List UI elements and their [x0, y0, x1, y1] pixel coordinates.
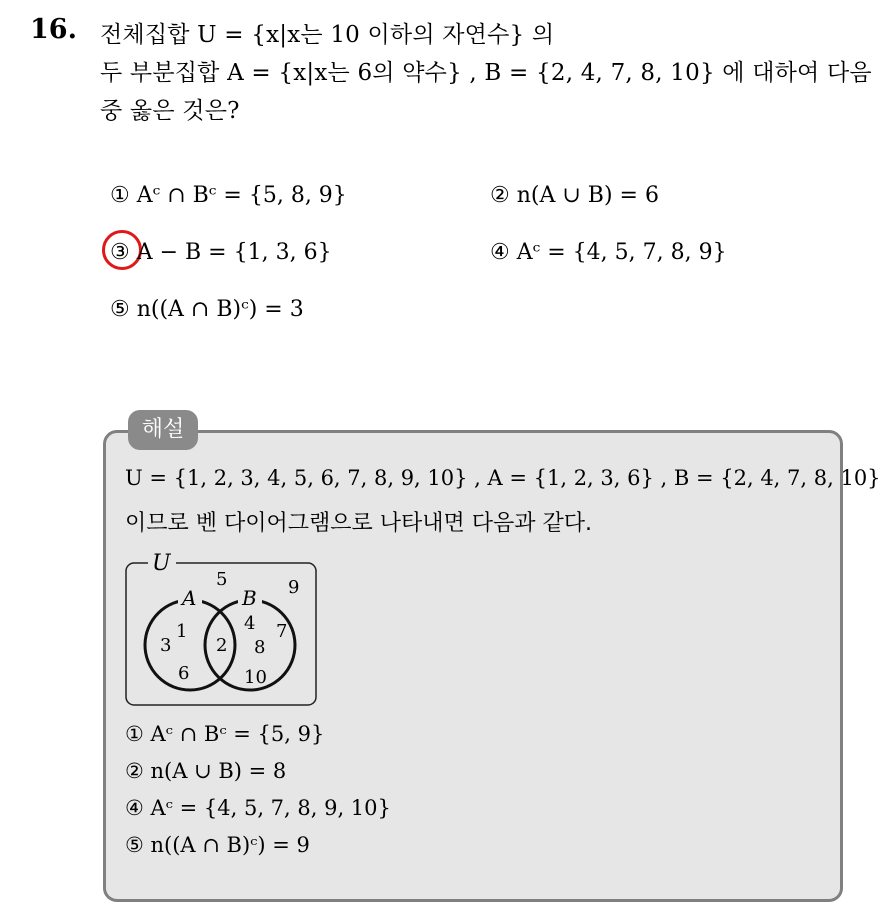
question-number: 16. [30, 14, 77, 45]
set-a-label: A [182, 586, 197, 610]
venn-outside-2: 9 [288, 577, 300, 598]
venn-only-a-3: 6 [178, 663, 190, 684]
solution-line-1: U = {1, 2, 3, 4, 5, 6, 7, 8, 9, 10} , A = {1, 2, 3, 6} , B = {2, 4, 7, 8, 10} [125, 466, 881, 490]
choice-4[interactable]: ④ Aᶜ = {4, 5, 7, 8, 9} [490, 240, 727, 265]
venn-outside-1: 5 [216, 569, 228, 590]
solution-line-2: 이므로 벤 다이어그램으로 나타내면 다음과 같다. [125, 511, 593, 536]
question-line-1: 전체집합 U = {x|x는 10 이하의 자연수} 의 [100, 22, 555, 48]
correction-5: ⑤ n((A ∩ B)ᶜ) = 9 [125, 833, 310, 857]
venn-only-a-2: 3 [160, 635, 172, 656]
correction-1: ① Aᶜ ∩ Bᶜ = {5, 9} [125, 722, 325, 746]
choice-5[interactable]: ⑤ n((A ∩ B)ᶜ) = 3 [110, 297, 304, 322]
universe-label: U [152, 551, 171, 576]
choice-1[interactable]: ① Aᶜ ∩ Bᶜ = {5, 8, 9} [110, 183, 347, 208]
venn-only-b-2: 8 [254, 637, 266, 658]
venn-only-b-4: 10 [244, 667, 267, 688]
set-b-label: B [242, 586, 257, 610]
venn-both-1: 2 [216, 635, 228, 656]
correction-2: ② n(A ∪ B) = 8 [125, 759, 287, 783]
venn-only-b-1: 4 [244, 613, 256, 634]
question-line-3: 중 옳은 것은? [100, 98, 240, 124]
venn-only-b-3: 7 [276, 621, 288, 642]
correction-4: ④ Aᶜ = {4, 5, 7, 8, 9, 10} [125, 796, 391, 820]
choice-2[interactable]: ② n(A ∪ B) = 6 [490, 183, 659, 208]
venn-diagram [120, 545, 330, 715]
question-line-2: 두 부분집합 A = {x|x는 6의 약수} , B = {2, 4, 7, 8, 10} 에 대하여 다음 [100, 60, 872, 86]
choice-3[interactable]: ③ A − B = {1, 3, 6} [110, 240, 332, 265]
solution-badge: 해설 [128, 410, 198, 450]
venn-only-a-1: 1 [176, 621, 188, 642]
